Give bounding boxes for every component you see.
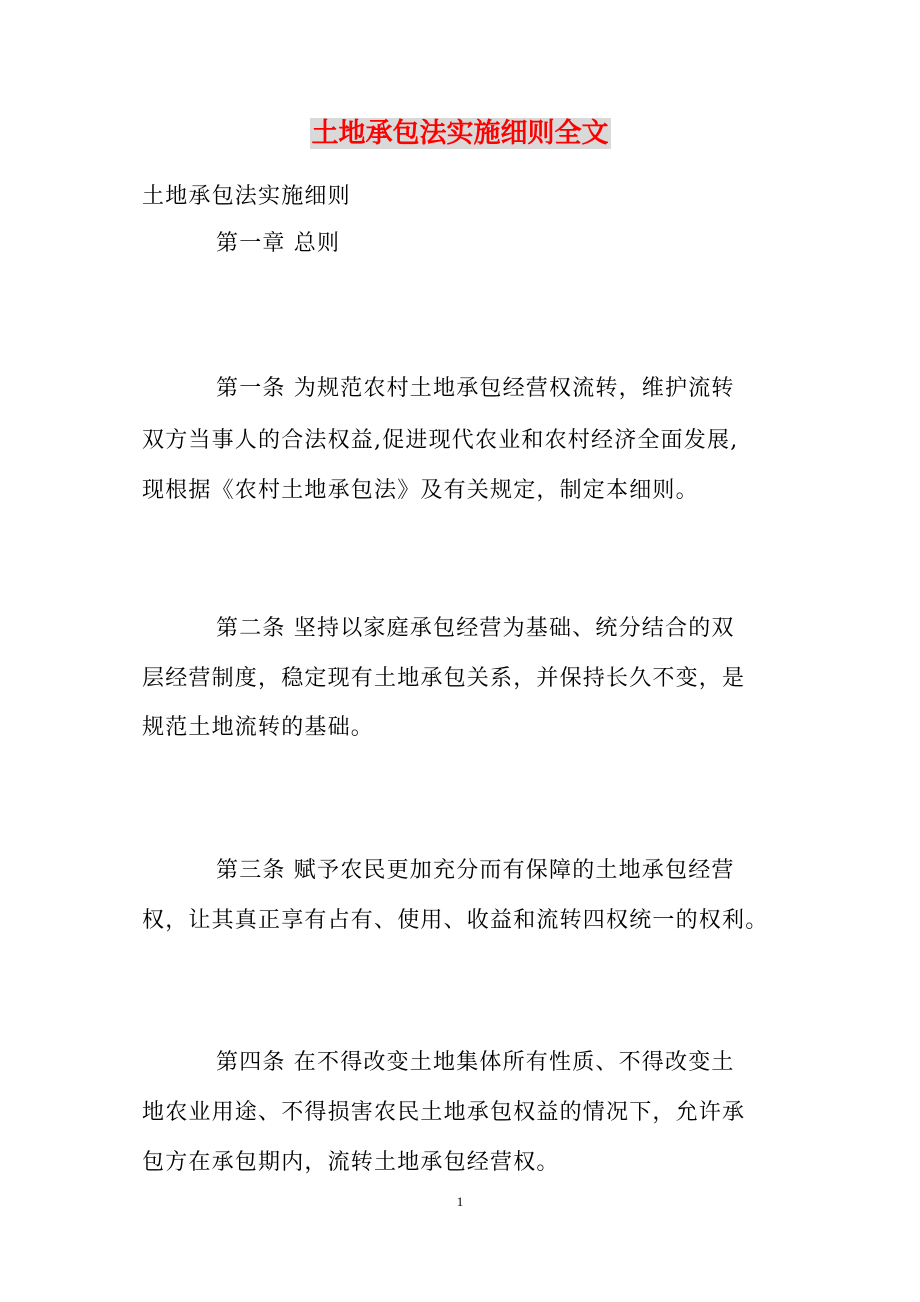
article-2-line-3: 规范土地流转的基础。: [142, 715, 375, 740]
document-title-text: 土地承包法实施细则全文: [311, 118, 609, 149]
article-2-line-2: 层经营制度，稳定现有土地承包关系，并保持长久不变，是: [142, 666, 746, 691]
article-2-line-1: 第二条 坚持以家庭承包经营为基础、统分结合的双: [216, 616, 735, 641]
chapter-heading: 第一章 总则: [216, 231, 341, 256]
page-number: 1: [456, 1194, 464, 1209]
article-4-line-1: 第四条 在不得改变土地集体所有性质、不得改变土: [216, 1050, 735, 1075]
article-1-line-2: 双方当事人的合法权益,促进现代农业和农村经济全面发展,: [142, 428, 739, 453]
article-3-line-1: 第三条 赋予农民更加充分而有保障的土地承包经营: [216, 858, 735, 883]
article-1-line-1: 第一条 为规范农村土地承包经营权流转，维护流转: [216, 376, 735, 401]
article-3-line-2: 权，让其真正享有占有、使用、收益和流转四权统一的权利。: [142, 908, 769, 933]
article-1-line-3: 现根据《农村土地承包法》及有关规定，制定本细则。: [142, 478, 699, 503]
document-subtitle: 土地承包法实施细则: [142, 184, 351, 209]
article-4-line-3: 包方在承包期内，流转土地承包经营权。: [142, 1150, 560, 1175]
document-title: [0, 114, 920, 154]
article-4-line-2: 地农业用途、不得损害农民土地承包权益的情况下，允许承: [142, 1100, 746, 1125]
